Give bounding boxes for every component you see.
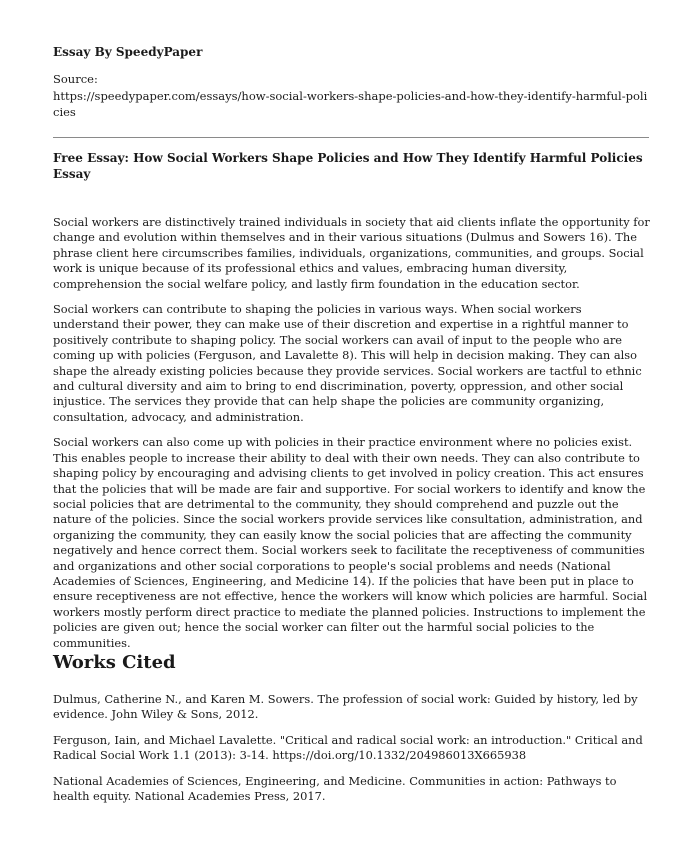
citation-entry: Ferguson, Iain, and Michael Lavalette. "Critical and radical social work: an introduction." Critical and Radical Social Work 1.1 (2013): 3-14. https://doi.org/10.1332/204986013X665938 (53, 732, 643, 763)
source-label: Source: (53, 72, 98, 86)
essay-paragraph: Social workers can contribute to shaping the policies in various ways. When social workers understand their power, they can make use of their discretion and expertise in a rightful manner to positively contribute to shaping policy. The social workers can avail of input to the people who are coming up with policies (Ferguson, and Lavalette 8). This will help in decision making. They can also shape the already existing policies because they provide services. Social workers are tactful to ethnic and cultural diversity and aim to bring to end discrimination, poverty, oppression, and other social injustice. The services they provide that can help shape the policies are community organizing, consultation, advocacy, and administration. (53, 302, 642, 424)
essay-body (53, 215, 651, 661)
essay-title: Free Essay: How Social Workers Shape Policies and How They Identify Harmful Policies Essay (53, 151, 643, 181)
citation-entry: Dulmus, Catherine N., and Karen M. Sowers. The profession of social work: Guided by history, led by evidence. John Wiley & Sons, 2012. (53, 692, 638, 722)
brand-title: Essay By SpeedyPaper (53, 45, 203, 59)
essay-paragraph: Social workers can also come up with policies in their practice environment where no policies exist. This enables people to increase their ability to deal with their own needs. They can also contribute to shaping policy by encouraging and advising clients to get involved in policy creation. This act ensures that the policies that will be made are fair and supportive. For social workers to identify and know the social policies that are detrimental to the community, they should comprehend and puzzle out the nature of the policies. Since the social workers provide services like consultation, administration, and organizing the community, they can easily know the social policies that are affecting the community negatively and hence correct them. Social workers seek to facilitate the receptiveness of communities and organizations and other social corporations to people's social problems and needs (National Academies of Sciences, Engineering, and Medicine 14). If the policies that have been put in place to ensure receptiveness are not effective, hence the workers will know which policies are harmful. Social workers mostly perform direct practice to mediate the planned policies. Instructions to implement the policies are given out; hence the social worker can filter out the harmful social policies to the communities. (53, 435, 648, 650)
divider (53, 137, 649, 138)
citation-entry: National Academies of Sciences, Engineering, and Medicine. Communities in action: Pathways to health equity. National Academies Press, 2017. (53, 773, 617, 804)
works-cited-list (53, 692, 651, 814)
source-url: https://speedypaper.com/essays/how-social-workers-shape-policies-and-how-they-identify-harmful-policies (53, 89, 648, 119)
essay-paragraph: Social workers are distinctively trained individuals in society that aid clients inflate the opportunity for change and evolution within themselves and in their various situations (Dulmus and Sowers 16). The phrase client here circumscribes families, individuals, organizations, communities, and groups. Social work is unique because of its professional ethics and values, embracing human diversity, comprehension the social welfare policy, and lastly firm foundation in the education sector. (53, 215, 650, 291)
works-cited-heading: Works Cited (53, 652, 176, 673)
